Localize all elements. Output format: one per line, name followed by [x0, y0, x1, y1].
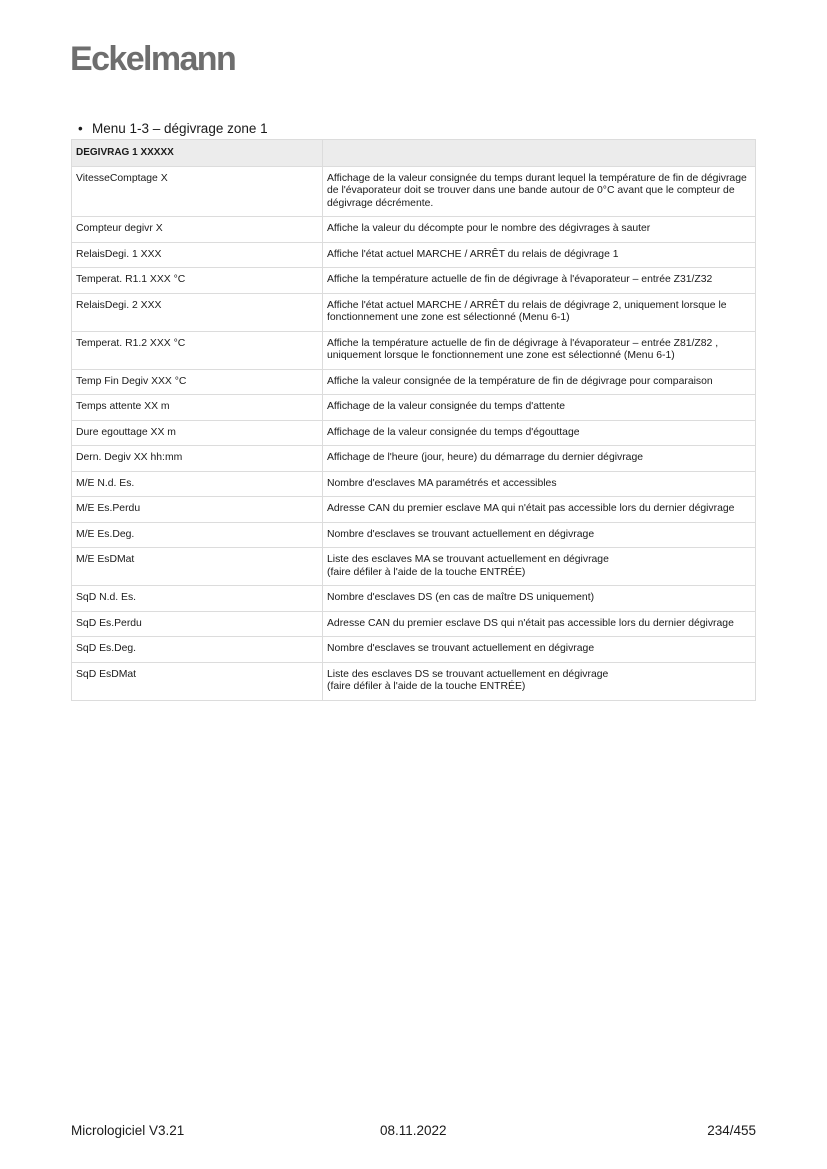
footer-date: 08.11.2022 — [380, 1123, 447, 1138]
table-row — [72, 471, 756, 497]
table-header-cell-description — [323, 140, 756, 167]
parameter-cell: M/E Es.Deg. — [72, 522, 323, 548]
description-cell: Affiche la température actuelle de fin de dégivrage à l'évaporateur – entrée Z81/Z82 , uniquement lorsque le fonctionnement une zone est sélectionné (Menu 6-1) — [323, 331, 756, 369]
description-cell: Nombre d'esclaves DS (en cas de maître DS uniquement) — [323, 586, 756, 612]
footer-firmware-version: Micrologiciel V3.21 — [71, 1123, 185, 1138]
parameter-cell: SqD N.d. Es. — [72, 586, 323, 612]
table-row — [72, 331, 756, 369]
table-row — [72, 166, 756, 217]
table-row — [72, 217, 756, 243]
section-heading — [78, 121, 268, 137]
parameter-cell: VitesseComptage X — [72, 166, 323, 217]
description-cell: Adresse CAN du premier esclave MA qui n'était pas accessible lors du dernier dégivrage — [323, 497, 756, 523]
description-cell: Adresse CAN du premier esclave DS qui n'était pas accessible lors du dernier dégivrage — [323, 611, 756, 637]
parameter-cell: Temps attente XX m — [72, 395, 323, 421]
table-row — [72, 637, 756, 663]
eckelmann-logo: Eckelmann — [70, 40, 236, 78]
description-cell: Affichage de la valeur consignée du temps durant lequel la température de fin de dégivrage de l'évaporateur doit se trouver dans une bande autour de 0°C avant que le compteur de dégivrage décrémente. — [323, 166, 756, 217]
table-header-row — [72, 140, 756, 167]
description-cell: Liste des esclaves MA se trouvant actuellement en dégivrage (faire défiler à l'aide de la touche ENTRÉE) — [323, 548, 756, 586]
table-row — [72, 268, 756, 294]
table-row — [72, 420, 756, 446]
table-row — [72, 293, 756, 331]
bullet-icon: • — [78, 121, 83, 136]
parameter-cell: Dure egouttage XX m — [72, 420, 323, 446]
description-cell: Affiche la valeur du décompte pour le nombre des dégivrages à sauter — [323, 217, 756, 243]
description-cell: Affichage de la valeur consignée du temps d'égouttage — [323, 420, 756, 446]
menu-table-container — [71, 139, 756, 701]
description-cell: Liste des esclaves DS se trouvant actuellement en dégivrage (faire défiler à l'aide de la touche ENTRÉE) — [323, 662, 756, 700]
description-cell: Affiche l'état actuel MARCHE / ARRÊT du relais de dégivrage 2, uniquement lorsque le fonctionnement une zone est sélectionné (Menu 6-1) — [323, 293, 756, 331]
description-cell: Affiche la température actuelle de fin de dégivrage à l'évaporateur – entrée Z31/Z32 — [323, 268, 756, 294]
table-row — [72, 242, 756, 268]
description-cell: Affiche l'état actuel MARCHE / ARRÊT du relais de dégivrage 1 — [323, 242, 756, 268]
parameter-cell: SqD Es.Perdu — [72, 611, 323, 637]
parameter-cell: SqD EsDMat — [72, 662, 323, 700]
parameter-cell: SqD Es.Deg. — [72, 637, 323, 663]
description-cell: Nombre d'esclaves se trouvant actuellement en dégivrage — [323, 637, 756, 663]
description-cell: Affiche la valeur consignée de la température de fin de dégivrage pour comparaison — [323, 369, 756, 395]
section-title: Menu 1-3 – dégivrage zone 1 — [92, 121, 268, 136]
parameter-cell: RelaisDegi. 2 XXX — [72, 293, 323, 331]
table-row — [72, 497, 756, 523]
table-row — [72, 395, 756, 421]
description-cell: Affichage de l'heure (jour, heure) du démarrage du dernier dégivrage — [323, 446, 756, 472]
table-row — [72, 586, 756, 612]
description-cell: Affichage de la valeur consignée du temps d'attente — [323, 395, 756, 421]
parameter-cell: M/E Es.Perdu — [72, 497, 323, 523]
menu-table — [71, 139, 756, 701]
parameter-cell: RelaisDegi. 1 XXX — [72, 242, 323, 268]
description-cell: Nombre d'esclaves se trouvant actuellement en dégivrage — [323, 522, 756, 548]
table-row — [72, 522, 756, 548]
footer-page-number: 234/455 — [707, 1123, 756, 1138]
parameter-cell: Compteur degivr X — [72, 217, 323, 243]
parameter-cell: M/E EsDMat — [72, 548, 323, 586]
parameter-cell: Temperat. R1.1 XXX °C — [72, 268, 323, 294]
description-cell: Nombre d'esclaves MA paramétrés et accessibles — [323, 471, 756, 497]
parameter-cell: Temperat. R1.2 XXX °C — [72, 331, 323, 369]
table-row — [72, 662, 756, 700]
table-header-cell-parameter: DEGIVRAG 1 XXXXX — [72, 140, 323, 167]
parameter-cell: Dern. Degiv XX hh:mm — [72, 446, 323, 472]
parameter-cell: M/E N.d. Es. — [72, 471, 323, 497]
table-row — [72, 548, 756, 586]
table-row — [72, 446, 756, 472]
table-row — [72, 369, 756, 395]
table-row — [72, 611, 756, 637]
parameter-cell: Temp Fin Degiv XXX °C — [72, 369, 323, 395]
